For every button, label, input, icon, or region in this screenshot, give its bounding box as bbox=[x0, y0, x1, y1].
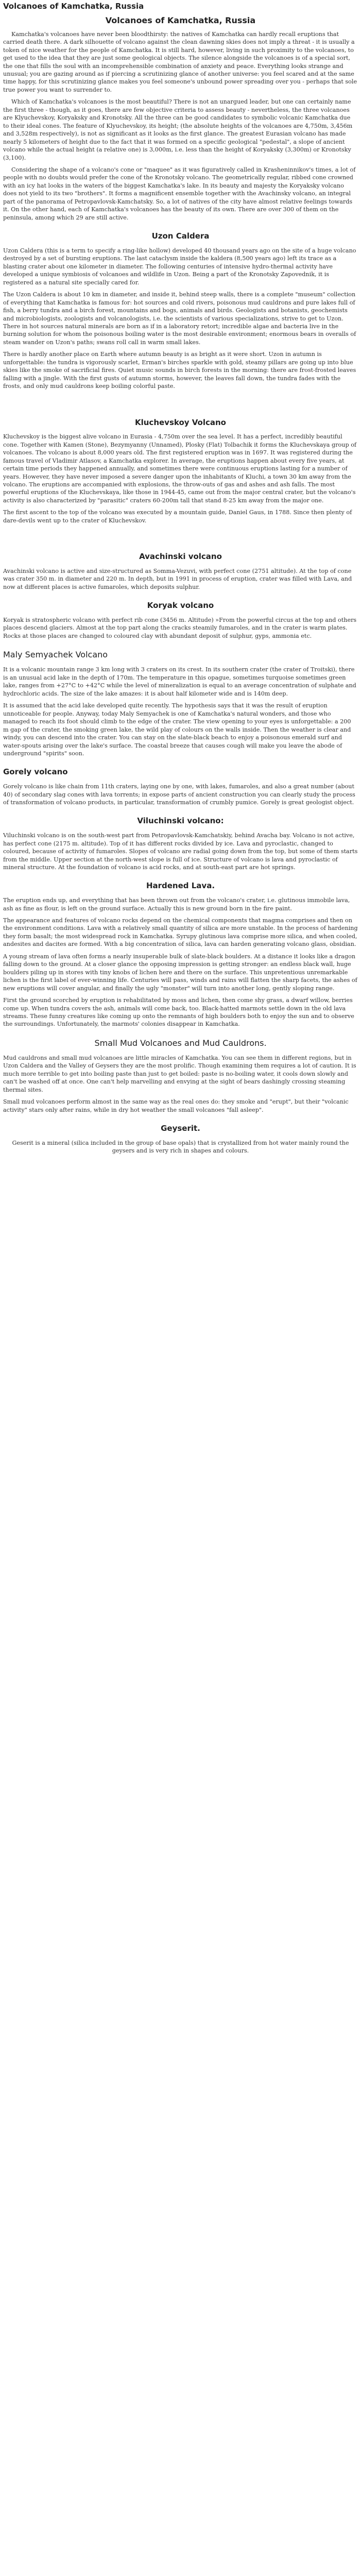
section-paragraph: Geserit is a mineral (silica included in the group of base opals) that is crystallized from hot water mainly round the geysers and is very rich in shapes and colours. bbox=[12, 1139, 349, 1155]
section-paragraph: Kluchevskoy is the biggest alive volcano in Eurasia - 4,750m over the sea level. It has a perfect, incredibly beautiful cone. Together with Kamen (Stone), Bezymyanny (Unnamed), Plosky (Flat) Tolbachik it forms the Kluchevskaya group of volcanoes. The volcano is about 8,000 years old. The first registered eruption was in 1697. It was registered during the famous travel of Vladimir Atlasov, a Kamchatka explorer. In average, the eruptions happen about every five years, at certain time periods they happened annually, and sometimes there were continuous eruptions lasting for a number of years. However, they have never imposed a severe danger upon the inhabitants of Kluchi, a town 30 km away from the volcano. The eruptions are accompanied with explosions, the throw-outs of gas and ashes and ash falls. The most powerful eruptions of the Kluchevskaya, like those in 1944-45, came out from the major central crater, but the volcano's activity is also characterized by "parasitic" craters 60-200m tall that stand 8-25 km away from the major one. bbox=[3, 433, 357, 504]
section-heading: Gorely volcano bbox=[3, 767, 68, 777]
section-paragraph: Avachinski volcano is active and size-structured as Somma-Vezuvi, with perfect cone (2751 altitude). At the top of cone was crater 350 m. in diameter and 220 m. In depth, but in 1991 in process of eruption, crater was filled with Lava, and now at different places is active fumaroles, which deposits sulphur. bbox=[3, 567, 352, 590]
section-paragraph: Small mud volcanoes perform almost in the same way as the real ones do: they smoke and "erupt", but their "volcanic activity" stars only after rains, while in dry hot weather the small volcanoes "fall asleep". bbox=[3, 1098, 349, 1113]
section-paragraph: It is assumed that the acid lake developed quite recently. The hypothesis says that it was the result of eruption unnoticeable for people. Anyway, today Maly Semyachek is one of Kamchatka's natural wonders, and those who managed to reach its foot should climb to the edge of the crater. The view opening to your eyes is unforgettable: a 200 m gap of the crater, the smoking green lake, the wild play of colours on the walls inside. Then the weather is clear and windy, you can descend into the crater. You can stay on the slate-black beach to enjoy a poisonous emerald surf and water-spouts arising over the lake's surface. The coastal breeze that causes cough will make you leave the abode of underground "spirits" soon. bbox=[3, 702, 351, 757]
section-hardened-lava bbox=[3, 880, 358, 1028]
section-spacer bbox=[3, 395, 358, 408]
section-spacer bbox=[3, 529, 358, 542]
intro-paragraph: Considering the shape of a volcano's cone or "maquee" as it was figuratively called in Krasheninnikov's times, a lot of people with no doubts would prefer the cone of the Kronotsky volcano. The geometrically regular, ribbed cone crowned with an icy hat looks in the waters of the biggest Kamchatka's lake. In its beauty and majesty the Koryaksky volcano does not yield to its two "brothers". It forms a magnificent ensemble together with the Avachinsky volcano, an integral part of the panorama of Petropavlovsk-Kamchatsky. So, a lot of natives of the city have almost relative feelings towards it. On the other hand, each of Kamchatka's volcanoes has the beauty of its own. There are over 300 of them on the peninsula, among which 29 are still active. bbox=[3, 166, 356, 221]
intro-paragraph: Which of Kamchatka's volcanoes is the most beautiful? There is not an unargued leader, but one can certainly name the first three - though, as it goes, there are few objective criteria to assess beauty - nevertheless, the three volcanoes are Klyuchevskoy, Koryaksky and Kronotsky. All the three can be good candidates to symbolic volcanic Kamchatka due to their ideal cones. The feature of Klyuchevskoy, its height; (the absolute heights of the volcanoes are 4,750m, 3,456m and 3,528m respectively), is not as significant as it looks as the first glance. The greatest Eurasian volcano has made nearly 5 kilometers of height due to the fact that it was formed on a specific geological "pedestal", a slope of ancient volcano while the actual height (a relative one) is 3,000m, i.e. less than the height of Koryaksky (3,300m) or Kronotsky (3,100). bbox=[3, 98, 353, 161]
section-paragraph: The Uzon Caldera is about 10 km in diameter, and inside it, behind steep walls, there is a complete "museum" collection of everything that Kamchatka is famous for: hot sources and cold rivers, poisonous mud cauldrons and pure lakes full of fish, a berry tundra and a birch forest, mountains and bogs, animals and birds. Geologists and botanists, geochemists and microbiologists, zoologists and volcanologists, i.e. the scientists of various specializations, strive to get to Uzon. There in hot sources natural minerals are born as if in a laboratory retort; incredible algae and bacteria live in the burning solution for whom the poisonous boiling water is the most desirable environment; enormous bears in overalls of steam wander on Uzon's paths; swans roll call in warm small lakes. bbox=[3, 291, 356, 346]
intro-paragraph: Kamchatka's volcanoes have never been bloodthirsty: the natives of Kamchatka can hardly recall eruptions that carried death there. A dark silhouette of volcano against the clean dawning skies does not imply a threat - it is usually a token of nice weather for the people of Kamchatka. It is still hard, however, living in such proximity to the volcanoes, to get used to the idea that they are just some geological objects. The silence alongside the volcanoes is of a special sort, the one that fills the soul with an incomprehensible combination of anxiety and peace. Everything looks strange and unusual; you are gazing around as if piercing a scrutinizing glance of another universe: you feel scared and at the same time happy, for this scrutinizing glance makes you feel someone's unbound power spreading over you - perhaps that sole true power you want to surrender to. bbox=[3, 30, 357, 93]
section-paragraph: The appearance and features of volcano rocks depend on the chemical components that magma comprises and then on the environment conditions. Lava with a relatively small quantity of silica are more unstable. In the process of hardening they form basalt; the most widespread rock in Kamchatka. Syrupy glutinous lava comprise more silica, and when cooled, andesites and dacites are formed. With a big concentration of silica, lava can harden generating volcano glass, obsidian. bbox=[3, 917, 358, 948]
section-paragraph: A young stream of lava often forms a nearly insuperable bulk of slate-black boulders. At a distance it looks like a dragon falling down to the ground. At a closer glance the opposing impression is getting stronger: an endless black wall, huge boulders piling up in stores with tiny knobs of lichen here and there on the surface. This unpretentious unremarkable lichen is the first label of ever-winning life. Centuries will pass, winds and rains will flatten the sharp facets, the ashes of new eruptions will cover angular, and finally the ugly "monster" will turn into another long, gently sloping range. bbox=[3, 953, 357, 992]
section-mud-volcanoes bbox=[3, 1038, 358, 1114]
section-heading: Koryak volcano bbox=[147, 601, 214, 611]
document-title: Volcanoes of Kamchatka, Russia bbox=[3, 2, 144, 11]
section-koryak bbox=[3, 600, 358, 640]
section-heading: Geyserit. bbox=[161, 1124, 200, 1133]
section-paragraph: Mud cauldrons and small mud volcanoes are little miracles of Kamchatka. You can see them in different regions, but in Uzon Caldera and the Valley of Geysers they are the most prolific. Though examining them requires a lot of caution. It is much more terrible to get into boiling paste than just to get boiled: paste is no-boiling water, it cools down slowly and can't be washed off at once. One can't help marvelling and envying at the sight of bears dashingly crossing steaming thermal sites. bbox=[3, 1054, 356, 1093]
section-gorely bbox=[3, 767, 358, 806]
section-viluchinski bbox=[3, 816, 358, 871]
section-paragraph: Gorely volcano is like chain from 11th craters, laying one by one, with lakes, fumaroles, and also a great number (about 40) of secondary slag cones with lava torrents; in expose parts of ancient construction you can clearly study the process of transformation of volcano products, in particular, transformation of crumbly pumice. Gorely is great geologist object. bbox=[3, 783, 355, 806]
main-heading: Volcanoes of Kamchatka, Russia bbox=[105, 15, 256, 25]
section-paragraph: First the ground scorched by eruption is rehabilitated by moss and lichen, then come shy grass, a dwarf willow, berries come up. When tundra covers the ash, animals will come back, too. Black-hatted marmots settle down in the old lava streams. These funny creatures like coming up onto the remnants of high boulders both to enjoy the sun and to observe the surroundings. Unfortunately, the marmots' colonies disappear in Kamchatka. bbox=[3, 997, 354, 1028]
section-paragraph: Viluchinski volcano is on the south-west part from Petropavlovsk-Kamchatskiy, behind Avacha bay. Volcano is not active, has perfect cone (2175 m. altitude). Top of it has different rocks divided by ice. Lava and pyroclastic, changed to coloured, because of activity of fumaroles. Slopes of volcano are radial going down from the top, but some of them starts from the middle. Upper section at the north-west slope is full of ice. Structure of volcano is lava and pyroclastic of mineral structure. At the foundation of volcano is acid rocks, and at south-east part are hot springs. bbox=[3, 832, 358, 871]
section-avachinski bbox=[3, 551, 358, 591]
intro-section bbox=[3, 30, 358, 222]
section-heading: Viluchinski volcano: bbox=[137, 816, 224, 826]
section-heading: Avachinski volcano bbox=[139, 552, 222, 562]
section-geyserit bbox=[3, 1123, 358, 1155]
section-heading: Kluchevskoy Volcano bbox=[134, 417, 226, 427]
section-paragraph: The first ascent to the top of the volcano was executed by a mountain guide, Daniel Gaus, in 1788. Since then plenty of dare-devils went up to the crater of Kluchevskov. bbox=[3, 509, 352, 524]
section-uzon-caldera bbox=[3, 231, 358, 390]
section-maly-semyachek bbox=[3, 649, 358, 757]
section-heading: Small Mud Volcanoes and Mud Cauldrons. bbox=[94, 1038, 267, 1048]
section-heading: Maly Semyachek Volcano bbox=[3, 650, 108, 660]
section-heading: Hardened Lava. bbox=[146, 881, 215, 891]
section-paragraph: It is a volcanic mountain range 3 km long with 3 craters on its crest. In its southern crater (the crater of Troitski), there is an unusual acid lake in the depth of 170m. The temperature in this opague, sometimes turquoise sometimes green lake, ranges from +27°C to +42°C while the level of mineralization is equal to an average concentration of sulphate and hydrochloric acids. The size of the lake amazes: it is about half kilometer wide and is 140m deep. bbox=[3, 666, 356, 697]
section-kluchevskoy bbox=[3, 417, 358, 525]
section-paragraph: There is hardly another place on Earth where autumn beauty is as bright as it were short. Uzon in autumn is unforgettable: the tundra is vigorously scarlet, Erman's birches sparkle with gold, steamy pillars are going up into blue skies like the smoke of sacrificial fires. Quiet music sounds in birch forests in the morning: there are frost-frosted leaves falling with a jingle. With the first gusts of autumn storms, however, the leaves fall down, the tundra fades with the frosts, and only mud cauldrons keep boiling colorful paste. bbox=[3, 351, 356, 390]
section-heading: Uzon Caldera bbox=[151, 231, 210, 241]
section-paragraph: Uzon Caldera (this is a term to specify a ring-like hollow) developed 40 thousand years ago on the site of a huge volcano destroyed by a set of bursting eruptions. The last cataclysm inside the kaldera (8,500 years ago) left its trace as a blasting crater about one kilometer in diameter. The following centuries of intensive hydro-thermal activity have developed a unique symbiosis of volcanoes and wildlife in Uzon. Being a part of the Kronotsky Zapovednik, it is registered as a natural site specially cared for. bbox=[3, 247, 356, 286]
section-paragraph: The eruption ends up, and everything that has been thrown out from the volcano's crater, i.e. glutinous immobile lava, ash as fine as flour, is left on the ground surface. Actually this is new ground born in the fire paint. bbox=[3, 897, 350, 912]
document-page bbox=[0, 1, 361, 1164]
section-paragraph: Koryak is stratospheric volcano with perfect rib cone (3456 m. Altitude) »From the powerful circus at the top and others places descend glaciers. Almost at the top part along the cracks steamily fumaroles, and in the crater is warm plates. Rocks at those places are changed to coloured clay with abundant deposit of sulphur, gyps, ammonia etc. bbox=[3, 616, 357, 639]
